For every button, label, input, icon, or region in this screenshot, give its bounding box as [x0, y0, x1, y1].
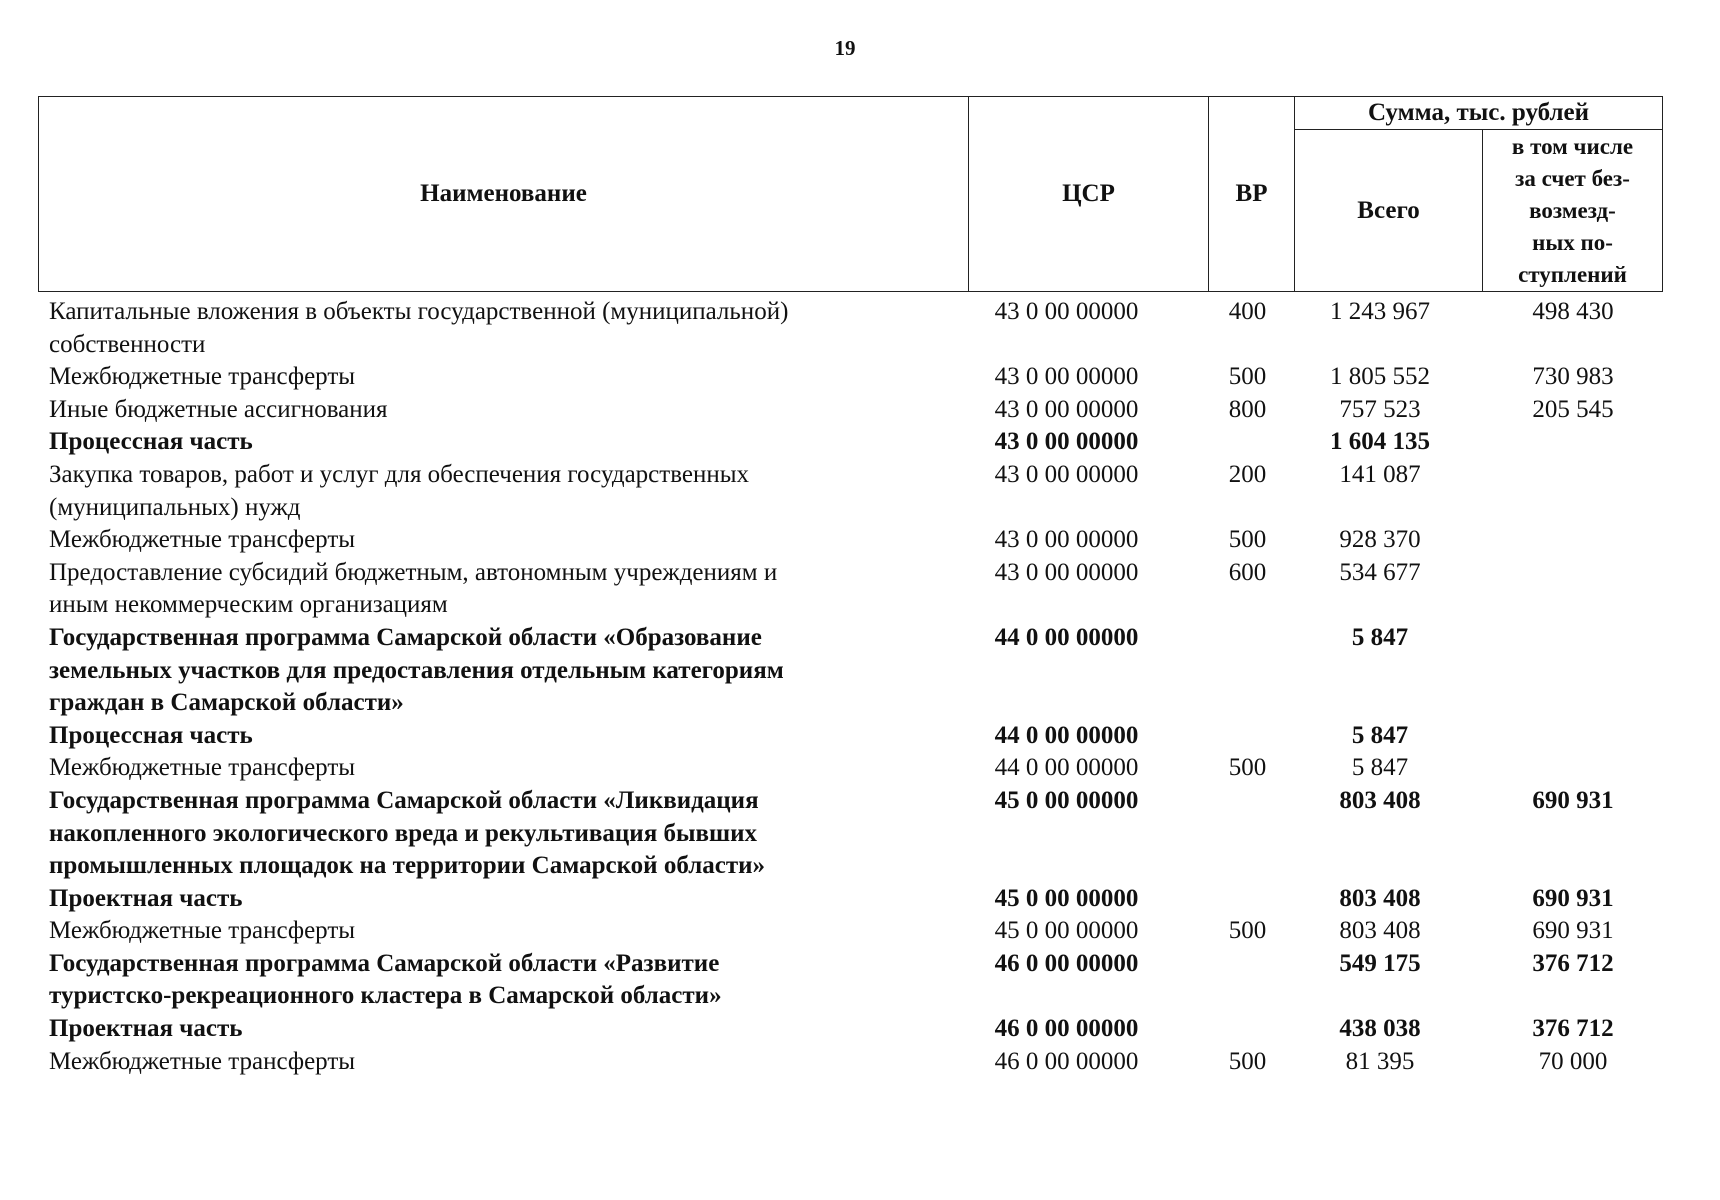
row-name	[38, 459, 968, 524]
table-row	[38, 426, 1662, 459]
row-free	[1480, 524, 1662, 557]
table-row	[38, 1046, 1662, 1079]
row-free	[1480, 720, 1662, 753]
row-csr: 46 0 00 00000	[994, 949, 1139, 977]
row-name	[38, 524, 968, 557]
row-free: 730 983	[1532, 363, 1614, 391]
row-vr: 200	[1228, 460, 1267, 488]
row-csr: 46 0 00 00000	[994, 1015, 1139, 1043]
row-name-line: Капитальные вложения в объекты государственной (муниципальной)	[49, 298, 789, 325]
table-row	[38, 883, 1662, 916]
row-vr	[1205, 426, 1290, 459]
row-name	[38, 720, 968, 753]
row-vr	[1205, 1013, 1290, 1046]
column-header-total: Всего	[1295, 130, 1483, 292]
column-header-vr: ВР	[1209, 97, 1295, 292]
row-free	[1480, 752, 1662, 785]
page-number: 19	[834, 36, 856, 60]
row-name-line: Проектная часть	[49, 1015, 243, 1043]
table-row	[38, 394, 1662, 427]
row-vr: 500	[1228, 917, 1267, 945]
row-name	[38, 296, 968, 361]
row-name-line: промышленных площадок на территории Самарской области»	[49, 852, 766, 880]
row-total: 803 408	[1339, 786, 1421, 814]
row-name	[38, 1013, 968, 1046]
row-csr: 45 0 00 00000	[994, 786, 1139, 814]
row-vr: 500	[1228, 363, 1267, 391]
row-name-line: граждан в Самарской области»	[49, 689, 404, 717]
row-name-line: Межбюджетные трансферты	[49, 917, 356, 945]
row-name-line: Государственная программа Самарской области «Ликвидация	[49, 786, 759, 814]
row-csr: 43 0 00 00000	[994, 395, 1139, 423]
table-body	[38, 296, 1662, 1078]
table-row	[38, 361, 1662, 394]
row-csr: 44 0 00 00000	[994, 721, 1139, 749]
row-vr	[1205, 785, 1290, 883]
row-name-line: Закупка товаров, работ и услуг для обеспечения государственных	[49, 460, 750, 488]
row-vr	[1205, 948, 1290, 1013]
row-free: 376 712	[1532, 949, 1614, 977]
row-name-line: Предоставление субсидий бюджетным, автономным учреждениям и	[49, 558, 778, 586]
row-name-line: Межбюджетные трансферты	[49, 363, 356, 391]
row-csr: 43 0 00 00000	[994, 558, 1139, 586]
table-row	[38, 915, 1662, 948]
row-free: 690 931	[1532, 884, 1614, 912]
row-name-line: земельных участков для предоставления отдельным категориям	[49, 656, 784, 684]
row-name-line: Государственная программа Самарской области «Образование	[49, 623, 762, 651]
row-free	[1480, 622, 1662, 720]
column-header-sum: Сумма, тыс. рублей	[1295, 97, 1663, 130]
column-header-incl-line: ступлений	[1518, 261, 1627, 287]
table-row	[38, 1013, 1662, 1046]
row-name	[38, 785, 968, 883]
column-header-csr: ЦСР	[969, 97, 1209, 292]
row-free	[1480, 459, 1662, 524]
table-row	[38, 459, 1662, 524]
row-name-line: Иные бюджетные ассигнования	[49, 395, 388, 423]
row-name-line: туристско-рекреационного кластера в Самарской области»	[49, 982, 722, 1010]
row-total: 549 175	[1339, 949, 1421, 977]
row-name-line: Процессная часть	[49, 721, 253, 749]
row-csr: 44 0 00 00000	[994, 623, 1139, 651]
row-name	[38, 361, 968, 394]
row-csr: 45 0 00 00000	[994, 884, 1139, 912]
row-csr: 43 0 00 00000	[994, 298, 1139, 325]
row-total: 141 087	[1339, 460, 1421, 488]
row-total: 438 038	[1339, 1015, 1421, 1043]
row-name-line: Межбюджетные трансферты	[49, 1047, 356, 1075]
row-free: 690 931	[1532, 917, 1614, 945]
row-name-line: Межбюджетные трансферты	[49, 526, 356, 554]
row-vr: 400	[1228, 298, 1267, 325]
row-free: 70 000	[1538, 1047, 1608, 1075]
table-row	[38, 557, 1662, 622]
row-vr: 800	[1228, 395, 1267, 423]
row-total: 1 805 552	[1330, 363, 1430, 391]
row-free: 690 931	[1532, 786, 1614, 814]
table-row	[38, 948, 1662, 1013]
row-name-line: иным некоммерческим организациям	[49, 591, 448, 619]
row-name-line: Межбюджетные трансферты	[49, 754, 356, 782]
table-row	[38, 296, 1662, 361]
row-vr: 600	[1228, 558, 1267, 586]
row-vr	[1205, 622, 1290, 720]
row-name	[38, 426, 968, 459]
column-header-name: Наименование	[39, 97, 969, 292]
row-name	[38, 948, 968, 1013]
row-vr: 500	[1228, 1047, 1267, 1075]
row-total: 1 243 967	[1330, 298, 1430, 325]
row-name-line: собственности	[49, 330, 206, 358]
table-row	[38, 622, 1662, 720]
column-header-incl-line: в том числе	[1511, 133, 1634, 159]
row-name	[38, 915, 968, 948]
row-csr: 43 0 00 00000	[994, 526, 1139, 554]
column-header-incl	[1483, 130, 1663, 292]
row-total: 803 408	[1339, 917, 1421, 945]
row-name-line: Государственная программа Самарской области «Развитие	[49, 949, 720, 977]
row-csr: 43 0 00 00000	[994, 460, 1139, 488]
row-csr: 43 0 00 00000	[994, 363, 1139, 391]
row-free	[1480, 426, 1662, 459]
table-row	[38, 752, 1662, 785]
row-free: 205 545	[1532, 395, 1614, 423]
column-header-incl-line: ных по-	[1532, 229, 1613, 255]
row-free	[1480, 557, 1662, 622]
row-vr: 500	[1228, 754, 1267, 782]
row-vr	[1205, 720, 1290, 753]
row-csr: 45 0 00 00000	[994, 917, 1139, 945]
row-total: 928 370	[1339, 526, 1421, 554]
row-name-line: накопленного экологического вреда и рекультивация бывших	[49, 819, 758, 847]
row-csr: 44 0 00 00000	[994, 754, 1139, 782]
row-total: 534 677	[1339, 558, 1421, 586]
row-name-line: Процессная часть	[49, 428, 253, 456]
row-name	[38, 883, 968, 916]
row-total: 81 395	[1345, 1047, 1415, 1075]
table-header	[38, 96, 1663, 292]
row-free: 498 430	[1532, 298, 1614, 325]
row-name	[38, 394, 968, 427]
row-name	[38, 622, 968, 720]
row-total: 5 847	[1351, 721, 1409, 749]
row-csr: 46 0 00 00000	[994, 1047, 1139, 1075]
row-csr: 43 0 00 00000	[994, 428, 1139, 456]
row-name	[38, 752, 968, 785]
row-name-line: Проектная часть	[49, 884, 243, 912]
row-total: 803 408	[1339, 884, 1421, 912]
row-total: 757 523	[1339, 395, 1421, 423]
row-vr	[1205, 883, 1290, 916]
row-name-line: (муниципальных) нужд	[49, 493, 301, 521]
row-total: 1 604 135	[1330, 428, 1430, 456]
row-name	[38, 557, 968, 622]
row-free: 376 712	[1532, 1015, 1614, 1043]
table-row	[38, 720, 1662, 753]
row-name	[38, 1046, 968, 1079]
column-header-incl-line: возмезд-	[1529, 197, 1616, 223]
table-row	[38, 524, 1662, 557]
row-total: 5 847	[1351, 754, 1409, 782]
column-header-incl-line: за счет без-	[1515, 165, 1630, 191]
row-vr: 500	[1228, 526, 1267, 554]
row-total: 5 847	[1351, 623, 1409, 651]
table-row	[38, 785, 1662, 883]
